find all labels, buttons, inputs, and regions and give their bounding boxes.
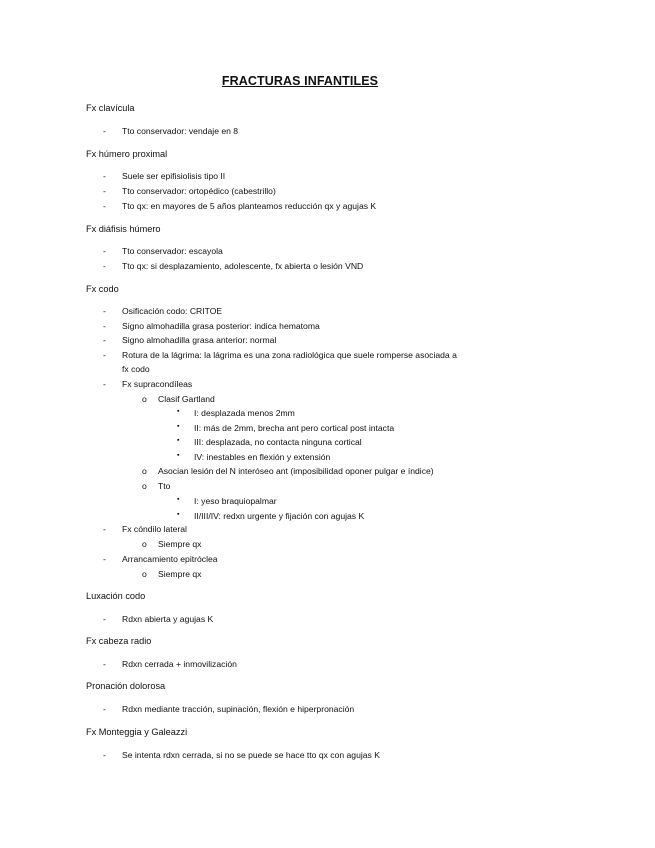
section-heading: Fx diáfisis húmero (86, 224, 161, 234)
circle-bullet: o (142, 481, 147, 491)
list-item: Fx supracondíleas (122, 379, 193, 389)
circle-bullet: o (142, 466, 147, 476)
square-bullet: ▪ (177, 496, 180, 503)
dash-bullet: - (103, 246, 106, 256)
list-item: I: desplazada menos 2mm (194, 408, 295, 418)
list-item: Rotura de la lágrima: la lágrima es una zona radiológica que suele romperse asociada a (122, 350, 457, 360)
dash-bullet: - (103, 659, 106, 669)
list-item: Signo almohadilla grasa anterior: normal (122, 335, 277, 345)
section-heading: Fx Monteggia y Galeazzi (86, 727, 188, 737)
dash-bullet: - (103, 379, 106, 389)
dash-bullet: - (103, 554, 106, 564)
list-item: Osificación codo: CRITOE (122, 306, 223, 316)
circle-bullet: o (142, 539, 147, 549)
section-heading: Fx cabeza radio (86, 636, 152, 646)
circle-bullet: o (142, 569, 147, 579)
list-item: Fx cóndilo lateral (122, 524, 187, 534)
dash-bullet: - (103, 614, 106, 624)
dash-bullet: - (103, 350, 106, 360)
square-bullet: ▪ (177, 423, 180, 430)
list-item: Asocian lesión del N interóseo ant (imposibilidad oponer pulgar e índice) (158, 466, 434, 476)
dash-bullet: - (103, 524, 106, 534)
list-item: Tto (158, 481, 171, 491)
dash-bullet: - (103, 704, 106, 714)
dash-bullet: - (103, 306, 106, 316)
dash-bullet: - (103, 171, 106, 181)
list-item: Rdxn cerrada + inmovilización (122, 659, 237, 669)
section-heading: Pronación dolorosa (86, 681, 166, 691)
section-heading: Luxación codo (86, 591, 146, 601)
list-item: I: yeso braquiopalmar (194, 496, 277, 506)
square-bullet: ▪ (177, 408, 180, 415)
dash-bullet: - (103, 335, 106, 345)
square-bullet: ▪ (177, 452, 180, 459)
square-bullet: ▪ (177, 437, 180, 444)
section-heading: Fx clavícula (86, 103, 135, 113)
list-item: Tto conservador: vendaje en 8 (122, 126, 239, 136)
dash-bullet: - (103, 126, 106, 136)
list-item: Clasif Gartland (158, 394, 215, 404)
dash-bullet: - (103, 186, 106, 196)
list-item: Signo almohadilla grasa posterior: indica hematoma (122, 321, 320, 331)
list-item: Siempre qx (158, 539, 202, 549)
list-item: Rdxn mediante tracción, supinación, flexión e hiperpronación (122, 704, 355, 714)
list-item: Tto conservador: ortopédico (cabestrillo) (122, 186, 276, 196)
list-item: IV: inestables en flexión y extensión (194, 452, 331, 462)
list-item: Tto qx: si desplazamiento, adolescente, fx abierta o lesión VND (122, 261, 364, 271)
document-title: FRACTURAS INFANTILES (221, 74, 379, 88)
dash-bullet: - (103, 261, 106, 271)
list-item: Se intenta rdxn cerrada, si no se puede se hace tto qx con agujas K (122, 750, 380, 760)
section-heading: Fx codo (86, 284, 119, 294)
list-item: Arrancamiento epitróclea (122, 554, 218, 564)
circle-bullet: o (142, 394, 147, 404)
section-heading: Fx húmero proximal (86, 149, 168, 159)
list-item: Tto conservador: escayola (122, 246, 223, 256)
list-item: II/III/IV: redxn urgente y fijación con agujas K (194, 511, 365, 521)
list-item: II: más de 2mm, brecha ant pero cortical post intacta (194, 423, 395, 433)
dash-bullet: - (103, 750, 106, 760)
dash-bullet: - (103, 321, 106, 331)
list-item-continuation: fx codo (122, 364, 150, 374)
list-item: Siempre qx (158, 569, 202, 579)
square-bullet: ▪ (177, 511, 180, 518)
list-item: III: desplazada, no contacta ninguna cortical (194, 437, 362, 447)
list-item: Tto qx: en mayores de 5 años planteamos reducción qx y agujas K (122, 201, 377, 211)
list-item: Rdxn abierta y agujas K (122, 614, 214, 624)
list-item: Suele ser epifisiolisis tipo II (122, 171, 226, 181)
dash-bullet: - (103, 201, 106, 211)
